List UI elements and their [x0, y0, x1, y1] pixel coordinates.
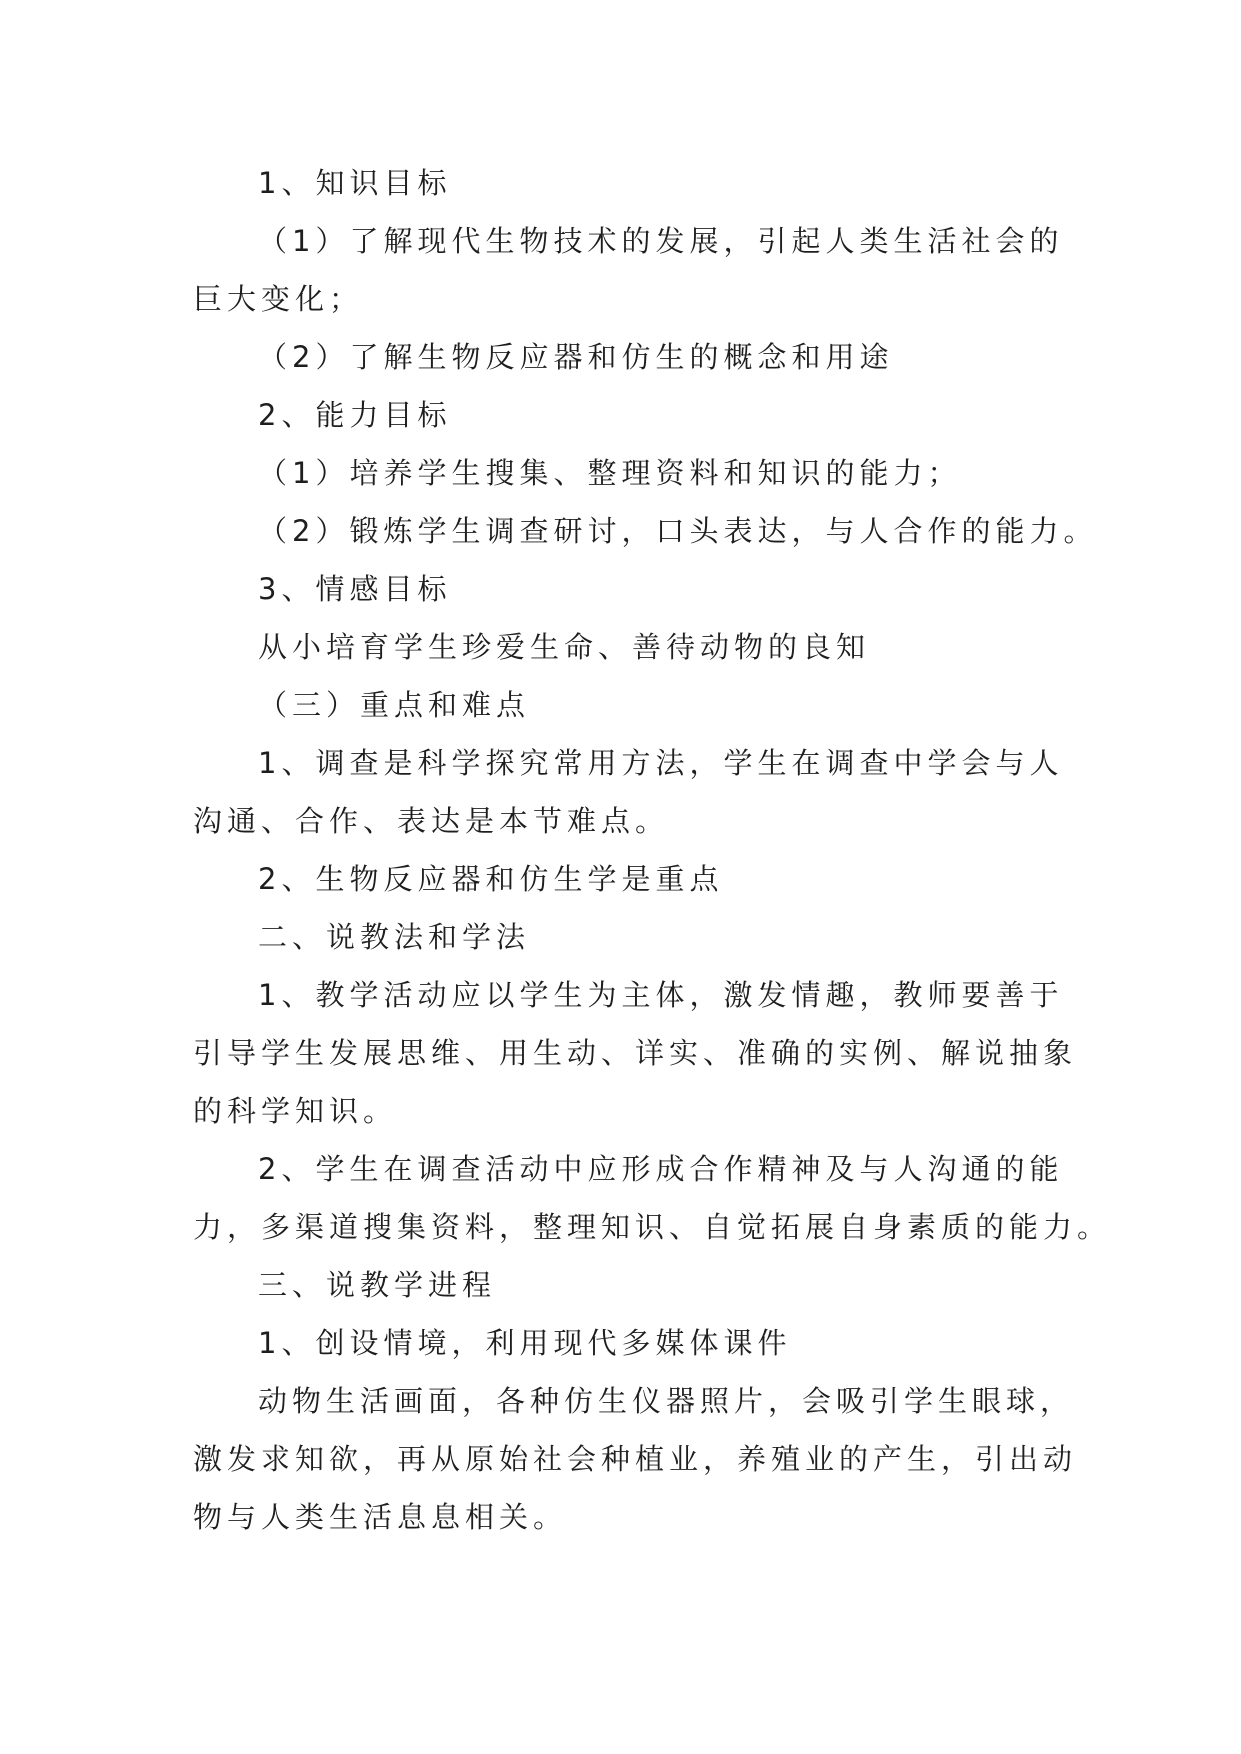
paragraph-line: 引导学生发展思维、用生动、详实、准确的实例、解说抽象 — [193, 1036, 1078, 1070]
paragraph-line: 的科学知识。 — [193, 1094, 398, 1128]
paragraph-line: 2、学生在调查活动中应形成合作精神及与人沟通的能 — [258, 1152, 1064, 1186]
paragraph-line: （1）了解现代生物技术的发展，引起人类生活社会的 — [258, 224, 1064, 258]
paragraph-line: 沟通、合作、表达是本节难点。 — [193, 804, 670, 838]
paragraph-line: 动物生活画面，各种仿生仪器照片，会吸引学生眼球， — [258, 1384, 1075, 1418]
heading-emotion-goal: 3、情感目标 — [258, 572, 452, 606]
heading-teaching-methods: 二、说教法和学法 — [258, 920, 531, 954]
paragraph-line: 激发求知欲，再从原始社会种植业，养殖业的产生，引出动 — [193, 1442, 1078, 1476]
heading-ability-goal: 2、能力目标 — [258, 398, 452, 432]
document-body — [193, 154, 1112, 1546]
paragraph-line: 物与人类生活息息相关。 — [193, 1500, 568, 1534]
paragraph-line: （2）锻炼学生调查研讨，口头表达，与人合作的能力。 — [258, 514, 1098, 548]
paragraph-line: 1、教学活动应以学生为主体，激发情趣，教师要善于 — [258, 978, 1064, 1012]
heading-key-points: （三）重点和难点 — [258, 688, 531, 722]
paragraph-line: 巨大变化； — [193, 282, 364, 316]
paragraph-line: 1、创设情境，利用现代多媒体课件 — [258, 1326, 792, 1360]
paragraph-line: 从小培育学生珍爱生命、善待动物的良知 — [258, 630, 871, 664]
paragraph-line: 力，多渠道搜集资料，整理知识、自觉拓展自身素质的能力。 — [193, 1210, 1112, 1244]
paragraph-line: （2）了解生物反应器和仿生的概念和用途 — [258, 340, 894, 374]
paragraph-line: （1）培养学生搜集、整理资料和知识的能力； — [258, 456, 962, 490]
heading-teaching-process: 三、说教学进程 — [258, 1268, 497, 1302]
heading-knowledge-goal: 1、知识目标 — [258, 166, 452, 200]
paragraph-line: 2、生物反应器和仿生学是重点 — [258, 862, 724, 896]
paragraph-line: 1、调查是科学探究常用方法，学生在调查中学会与人 — [258, 746, 1064, 780]
